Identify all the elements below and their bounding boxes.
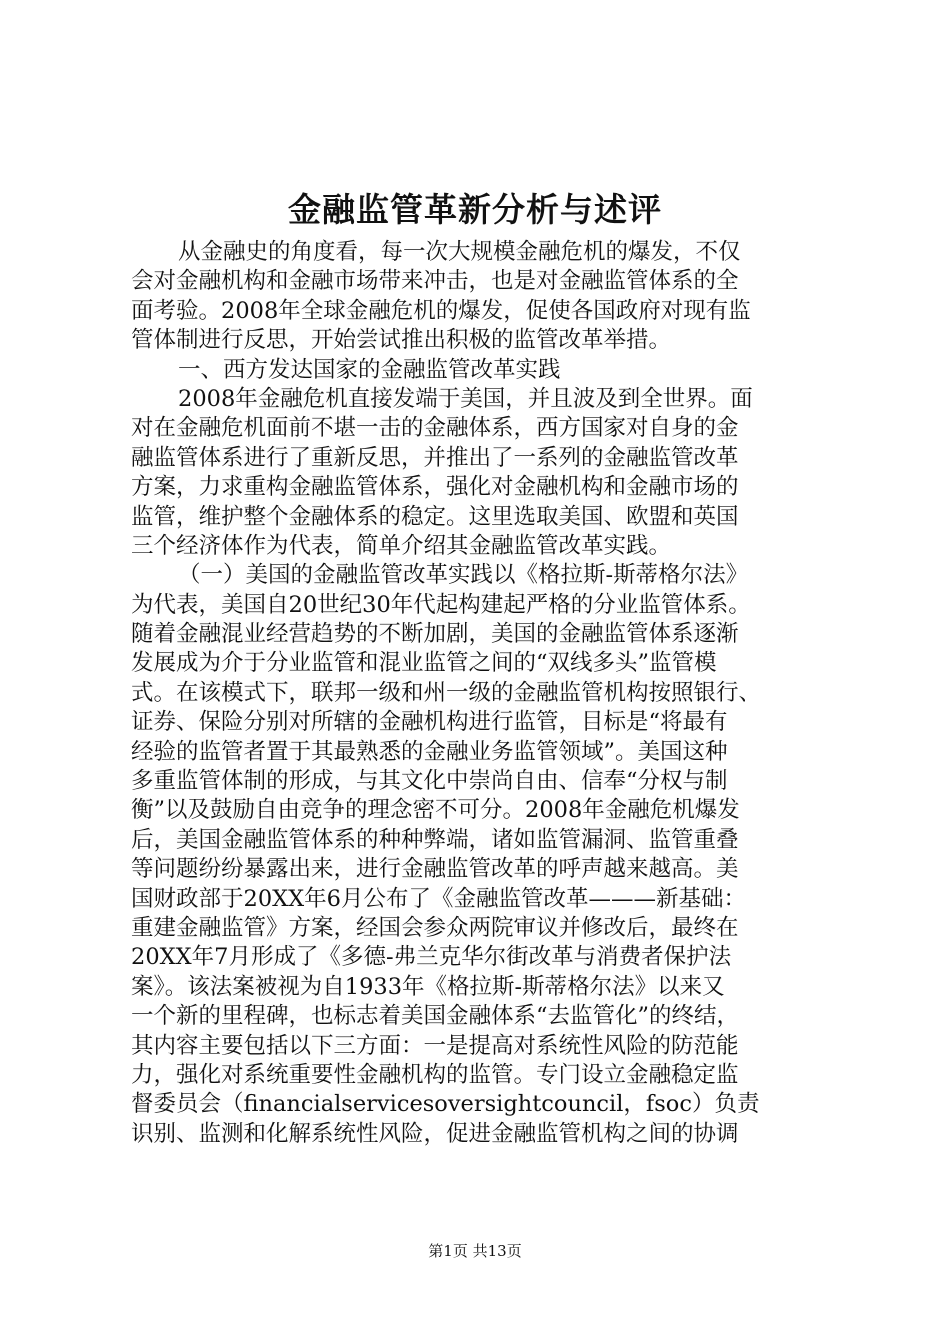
text-line: 式。在该模式下，联邦一级和州一级的金融监管机构按照银行、 bbox=[131, 679, 762, 706]
text-line: 多重监管体制的形成，与其文化中崇尚自由、信奉“分权与制 bbox=[131, 768, 728, 795]
text-line: 发展成为介于分业监管和混业监管之间的“双线多头”监管模 bbox=[131, 650, 717, 677]
text-line: 从金融史的角度看，每一次大规模金融危机的爆发，不仅 bbox=[178, 239, 741, 265]
text-line: 经验的监管者置于其最熟悉的金融业务监管领域”。美国这种 bbox=[131, 738, 728, 765]
text-line: 督委员会（financialservicesoversightcouncil，fsoc）负责 bbox=[131, 1091, 760, 1118]
text-line: 其内容主要包括以下三方面：一是提高对系统性风险的防范能 bbox=[131, 1032, 739, 1059]
text-line: 重建金融监管》方案，经国会参众两院审议并修改后，最终在 bbox=[131, 914, 739, 941]
text-line: 融监管体系进行了重新反思，并推出了一系列的金融监管改革 bbox=[131, 444, 739, 471]
page-footer: 第1页 共13页 bbox=[428, 1242, 522, 1260]
text-line: 衡”以及鼓励自由竞争的理念密不可分。2008年金融危机爆发 bbox=[131, 797, 740, 824]
text-line: 三个经济体作为代表，简单介绍其金融监管改革实践。 bbox=[131, 532, 672, 559]
text-line: 后，美国金融监管体系的种种弊端，诸如监管漏洞、监管重叠 bbox=[131, 826, 739, 853]
text-line: 随着金融混业经营趋势的不断加剧，美国的金融监管体系逐渐 bbox=[131, 621, 739, 648]
text-line: 20XX年7月形成了《多德-弗兰克华尔街改革与消费者保护法 bbox=[131, 944, 732, 971]
text-line: 会对金融机构和金融市场带来冲击，也是对金融监管体系的全 bbox=[131, 268, 739, 295]
text-line: 方案，力求重构金融监管体系，强化对金融机构和金融市场的 bbox=[131, 474, 739, 501]
text-line: 国财政部于20XX年6月公布了《金融监管改革———新基础： bbox=[131, 885, 746, 912]
text-line: 管体制进行反思，开始尝试推出积极的监管改革举措。 bbox=[131, 327, 672, 354]
text-line: 识别、监测和化解系统性风险，促进金融监管机构之间的协调 bbox=[131, 1120, 739, 1147]
document-title: 金融监管革新分析与述评 bbox=[288, 190, 662, 229]
section-heading: 一、西方发达国家的金融监管改革实践 bbox=[178, 356, 561, 383]
text-line: 等问题纷纷暴露出来，进行金融监管改革的呼声越来越高。美 bbox=[131, 856, 739, 883]
text-line: 对在金融危机面前不堪一击的金融体系，西方国家对自身的金 bbox=[131, 415, 739, 442]
text-line: 2008年金融危机直接发端于美国，并且波及到全世界。面 bbox=[178, 385, 753, 412]
text-line: 证券、保险分别对所辖的金融机构进行监管，目标是“将最有 bbox=[131, 709, 728, 736]
subsection-line: （一）美国的金融监管改革实践以《格拉斯-斯蒂格尔法》 bbox=[178, 562, 749, 589]
text-line: 案》。该法案被视为自1933年《格拉斯-斯蒂格尔法》以来又 bbox=[131, 973, 725, 1000]
text-line: 一个新的里程碑，也标志着美国金融体系“去监管化”的终结， bbox=[131, 1003, 740, 1030]
text-line: 为代表，美国自20世纪30年代起构建起严格的分业监管体系。 bbox=[131, 591, 751, 618]
document-body bbox=[131, 238, 831, 1149]
text-line: 监管，维护整个金融体系的稳定。这里选取美国、欧盟和英国 bbox=[131, 503, 739, 530]
text-line: 面考验。2008年全球金融危机的爆发，促使各国政府对现有监 bbox=[131, 297, 751, 324]
text-line: 力，强化对系统重要性金融机构的监管。专门设立金融稳定监 bbox=[131, 1061, 739, 1088]
